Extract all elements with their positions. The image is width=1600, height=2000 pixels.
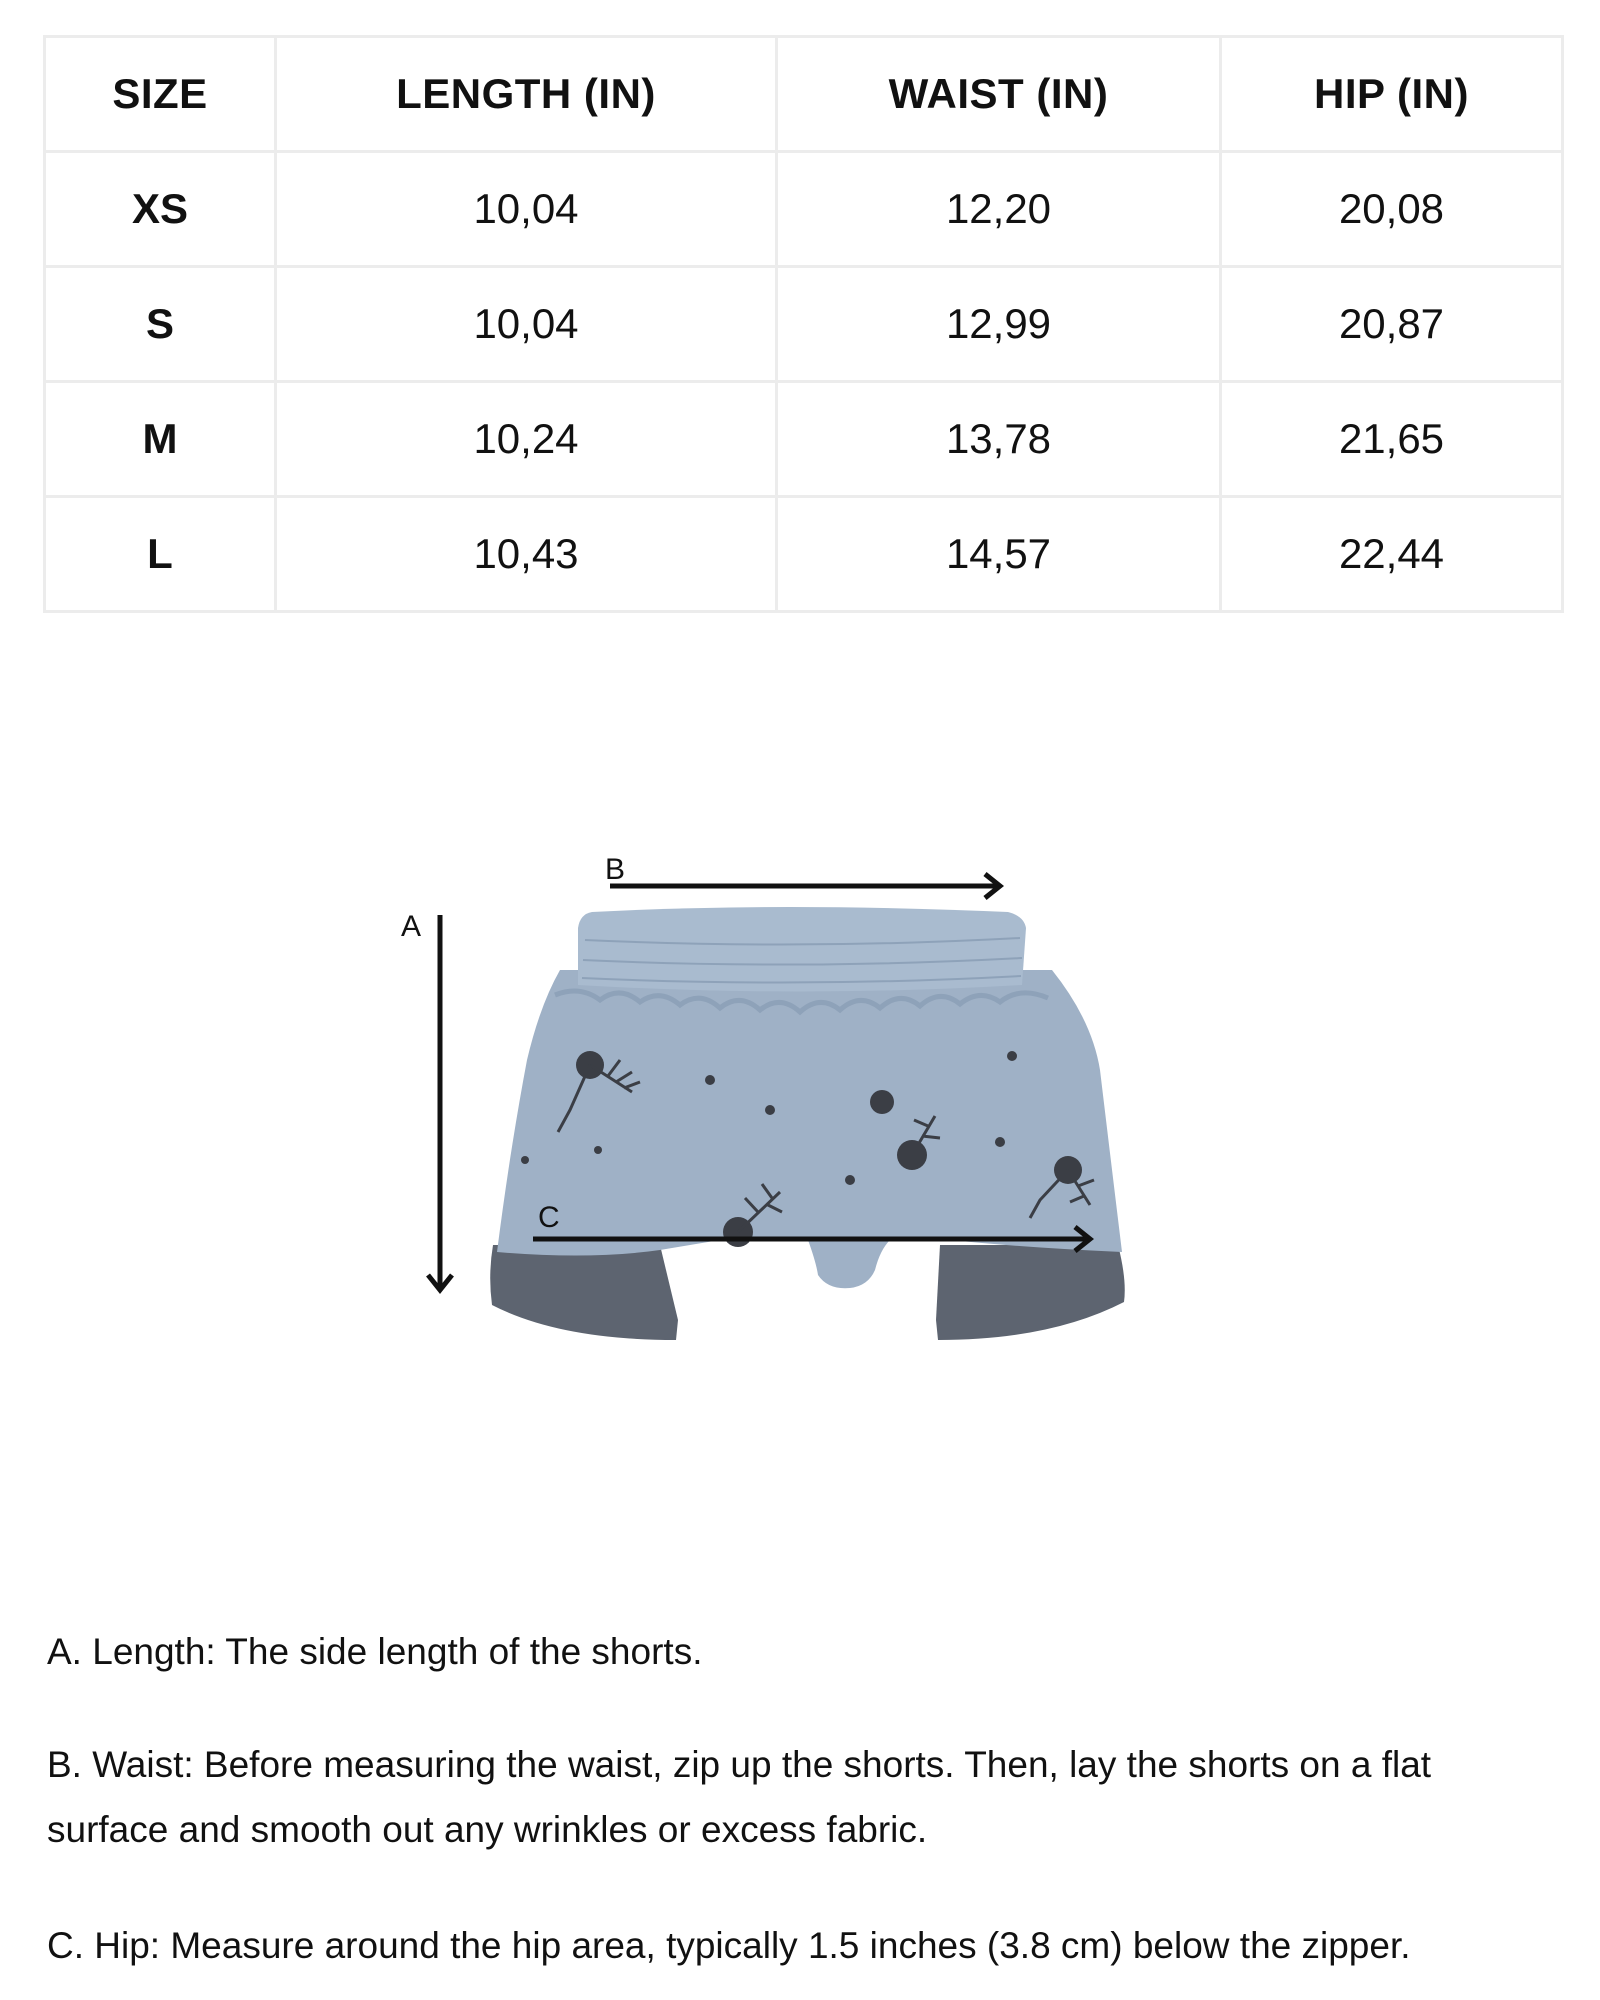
note-waist: B. Waist: Before measuring the waist, zip up the shorts. Then, lay the shorts on a flat surface and smooth out any wrinkles or excess fabric. [47, 1744, 1432, 1850]
header-size: SIZE [45, 37, 276, 152]
label-c: C [538, 1201, 560, 1234]
label-b: B [605, 853, 626, 886]
shorts-lining-right [936, 1245, 1125, 1340]
hip-cell: 20,87 [1221, 267, 1563, 382]
table-row [45, 382, 1563, 497]
hip-cell: 20,08 [1221, 152, 1563, 267]
size-chart-table [43, 35, 1564, 613]
waist-cell: 13,78 [777, 382, 1221, 497]
size-cell: L [45, 497, 276, 612]
note-hip: C. Hip: Measure around the hip area, typically 1.5 inches (3.8 cm) below the zipper. [47, 1925, 1411, 1966]
length-cell: 10,04 [276, 152, 777, 267]
size-cell: XS [45, 152, 276, 267]
table-row [45, 152, 1563, 267]
table-header-row [45, 37, 1563, 152]
length-cell: 10,04 [276, 267, 777, 382]
waist-cell: 12,99 [777, 267, 1221, 382]
length-cell: 10,24 [276, 382, 777, 497]
hip-cell: 21,65 [1221, 382, 1563, 497]
measurement-diagram [0, 820, 1600, 1380]
table-row [45, 497, 1563, 612]
header-waist: WAIST (IN) [777, 37, 1221, 152]
waist-cell: 14,57 [777, 497, 1221, 612]
header-length: LENGTH (IN) [276, 37, 777, 152]
size-cell: S [45, 267, 276, 382]
hip-cell: 22,44 [1221, 497, 1563, 612]
waist-cell: 12,20 [777, 152, 1221, 267]
size-cell: M [45, 382, 276, 497]
shorts-lining-left [490, 1245, 678, 1340]
table-row [45, 267, 1563, 382]
header-hip: HIP (IN) [1221, 37, 1563, 152]
label-a: A [401, 910, 422, 943]
shorts-illustration [0, 820, 1600, 1380]
note-length: A. Length: The side length of the shorts. [47, 1631, 703, 1672]
length-cell: 10,43 [276, 497, 777, 612]
